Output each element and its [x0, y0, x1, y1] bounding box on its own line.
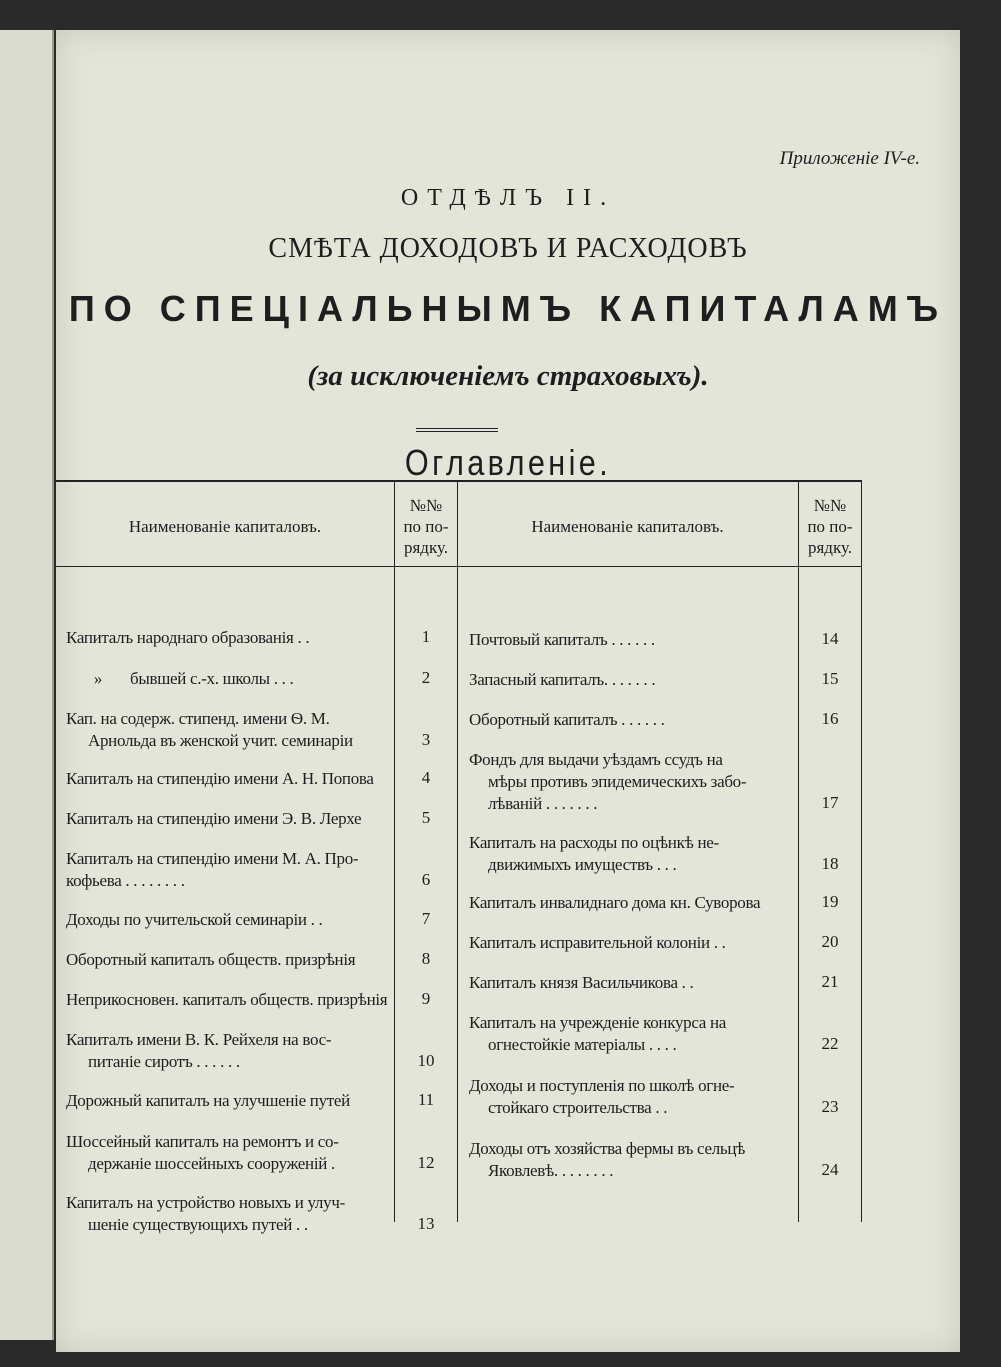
toc-entry-number: 6 [421, 870, 431, 889]
col-num-header-line: рядку. [807, 538, 853, 557]
toc-entry [66, 668, 294, 690]
toc-entry-continued: стойкаго строительства . . [488, 1098, 668, 1117]
col-num-header-line: №№ [813, 496, 847, 515]
toc-entry-number: 1 [421, 627, 431, 646]
toc-entry: Капиталъ на устройство новыхъ и улуч- [66, 1193, 345, 1212]
toc-entry: Доходы по учительской семинаріи . . [66, 910, 323, 929]
toc-entry-continued: шеніе существующихъ путей . . [88, 1215, 308, 1234]
appendix-label: Приложеніе IV-е. [779, 148, 920, 169]
toc-entry: Оборотный капиталъ . . . . . . [469, 710, 665, 729]
toc-entry-number: 21 [821, 972, 839, 991]
col-num-header-line: №№ [409, 496, 443, 515]
toc-entry-text: бывшей с.-х. школы . . . [130, 669, 294, 688]
toc-entry-continued: кофьева . . . . . . . . [66, 871, 185, 890]
toc-entry: Капиталъ на расходы по оцѣнкѣ не- [469, 833, 719, 852]
toc-entry-number: 23 [821, 1097, 839, 1116]
toc-entry-number: 18 [821, 854, 839, 873]
toc-entry-number: 14 [821, 629, 839, 648]
toc-entry: Капиталъ на стипендію имени А. Н. Попова [66, 769, 374, 788]
toc-entry-continued: Арнольда въ женской учит. семинаріи [88, 731, 353, 750]
header-divider [56, 566, 862, 567]
decorative-rule [416, 428, 498, 432]
toc-entry: Капиталъ инвалиднаго дома кн. Суворова [469, 893, 761, 912]
document-title: СМѢТА ДОХОДОВЪ И РАСХОДОВЪ [268, 233, 748, 264]
toc-entry: Кап. на содерж. стипенд. имени Ѳ. М. [66, 709, 330, 728]
toc-entry-number: 8 [421, 949, 431, 968]
toc-entry-number: 7 [421, 909, 431, 928]
toc-heading: Оглавленіе. [404, 442, 612, 483]
toc-entry: Капиталъ князя Васильчикова . . [469, 973, 694, 992]
toc-entry-number: 5 [421, 808, 431, 827]
column-divider [457, 482, 458, 1222]
column-divider [394, 482, 395, 1222]
toc-entry: Доходы отъ хозяйства фермы въ сельцѣ [469, 1139, 746, 1158]
toc-entry-number: 16 [821, 709, 839, 728]
toc-entry: Капиталъ на стипендію имени М. А. Про- [66, 849, 359, 868]
toc-entry-number: 13 [417, 1214, 435, 1233]
document-page [56, 30, 960, 1352]
toc-entry-continued: движимыхъ имуществъ . . . [488, 855, 677, 874]
toc-entry: Капиталъ на учрежденіе конкурса на [469, 1013, 727, 1032]
toc-entry-continued: Яковлевѣ. . . . . . . . [488, 1161, 614, 1180]
toc-entry-number: 15 [821, 669, 839, 688]
toc-entry: Фондъ для выдачи уѣздамъ ссудъ на [469, 750, 723, 769]
ditto-mark: » [93, 669, 103, 688]
toc-entry: Капиталъ имени В. К. Рейхеля на вос- [66, 1030, 332, 1049]
toc-entry: Оборотный капиталъ обществ. призрѣнія [66, 950, 356, 969]
toc-entry-number: 10 [417, 1051, 435, 1070]
col-num-header-left [394, 495, 458, 558]
col-num-header-line: рядку. [403, 538, 449, 557]
col-num-header-line: по по- [403, 517, 449, 536]
toc-entry-number: 22 [821, 1034, 839, 1053]
toc-entry-continued: мѣры противъ эпидемическихъ забо- [488, 772, 747, 791]
toc-entry-number: 3 [421, 730, 431, 749]
toc-entry-continued: питаніе сиротъ . . . . . . [88, 1052, 240, 1071]
toc-entry-number: 11 [417, 1090, 435, 1109]
toc-table [56, 480, 862, 1234]
col-name-header-left: Наименованіе капиталовъ. [128, 517, 322, 536]
document-subtitle: ПО СПЕЦІАЛЬНЫМЪ КАПИТАЛАМЪ [68, 288, 948, 329]
col-num-header-line: по по- [807, 517, 853, 536]
toc-entry: Доходы и поступленія по школѣ огне- [469, 1076, 735, 1095]
toc-entry-continued: держаніе шоссейныхъ сооруженій . [88, 1154, 335, 1173]
toc-entry-number: 12 [417, 1153, 435, 1172]
toc-entry: Почтовый капиталъ . . . . . . [469, 630, 655, 649]
toc-entry: Неприкосновен. капиталъ обществ. призрѣнія [66, 990, 388, 1009]
toc-entry-number: 20 [821, 932, 839, 951]
toc-entry: Капиталъ исправительной колоніи . . [469, 933, 726, 952]
toc-entry: Запасный капиталъ. . . . . . . [469, 670, 656, 689]
toc-entry: Шоссейный капиталъ на ремонтъ и со- [66, 1132, 339, 1151]
toc-entry-number: 19 [821, 892, 839, 911]
toc-entry-number: 2 [421, 668, 431, 687]
col-name-header-right: Наименованіе капиталовъ. [531, 517, 724, 536]
document-note: (за исключеніемъ страховыхъ). [307, 360, 709, 392]
toc-entry: Капиталъ народнаго образованія . . [66, 628, 310, 647]
toc-entry-number: 4 [421, 768, 431, 787]
toc-entry: Капиталъ на стипендію имени Э. В. Лерхе [66, 809, 362, 828]
toc-entry: Дорожный капиталъ на улучшеніе путей [66, 1091, 350, 1110]
toc-entry-number: 24 [821, 1160, 839, 1179]
toc-entry-number: 9 [421, 989, 431, 1008]
col-num-header-right [798, 495, 862, 558]
toc-entry-number: 17 [821, 793, 839, 812]
toc-entry-continued: лѣваній . . . . . . . [488, 794, 598, 813]
facing-page-edge [0, 30, 54, 1340]
toc-entry-continued: огнестойкіе матеріалы . . . . [488, 1035, 677, 1054]
section-heading: ОТДѢЛЪ II. [400, 185, 616, 211]
